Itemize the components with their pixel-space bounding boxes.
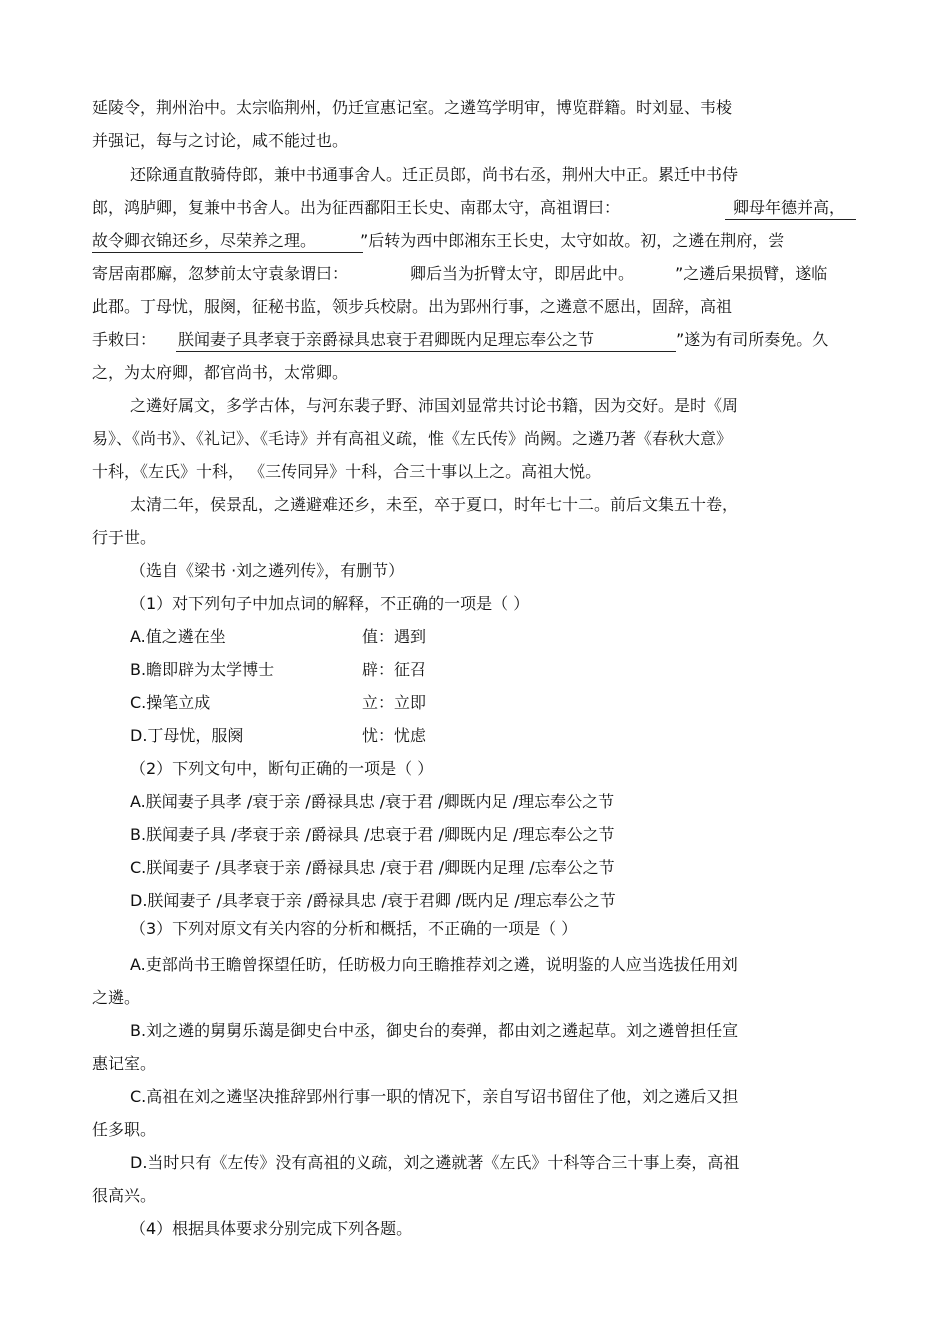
question-stem: （1）对下列句子中加点词的解释，不正确的一项是（ ） <box>130 594 530 613</box>
option-text: B.刘之遴的舅舅乐蔼是御史台中丞，御史台的奏弹，都由刘之遴起草。刘之遴曾担任宣 <box>130 1021 739 1040</box>
passage-line: 延陵令，荆州治中。太宗临荆州，仍迁宣惠记室。之遴笃学明审，博览群籍。时刘显、韦棱 <box>92 98 733 117</box>
option-text: B.朕闻妻子具 /孝衰于亲 /爵禄具 /忠衰于君 /卿既内足 /理忘奉公之节 <box>130 825 615 844</box>
option-text: D.当时只有《左传》没有高祖的义疏，刘之遴就著《左氏》十科等合三十事上奏，高祖 <box>130 1153 740 1172</box>
passage-line: ”后转为西中郎湘东王长史，太守如故。初，之遴在荆府，尝 <box>360 231 785 250</box>
option-gloss: 辟：征召 <box>362 660 427 679</box>
passage-line: 十科，《左氏》十科， 《三传同异》十科，合三十事以上之。高祖大悦。 <box>92 462 602 481</box>
passage-line: 手敕曰： <box>92 330 157 349</box>
question-stem: （4）根据具体要求分别完成下列各题。 <box>130 1219 413 1238</box>
option-text: C.操笔立成 <box>130 693 211 712</box>
passage-line: 还除通直散骑侍郎，兼中书通事舍人。迁正员郎，尚书右丞，荆州大中正。累迁中书侍 <box>130 165 739 184</box>
passage-line: 并强记，每与之讨论，咸不能过也。 <box>92 131 349 150</box>
passage-line: 寄居南郡廨，忽梦前太守袁彖谓曰： <box>92 264 349 283</box>
quote-underline <box>725 219 856 220</box>
passage-line: 易》、《尚书》、《礼记》、《毛诗》并有高祖义疏，惟《左氏传》尚阙。之遴乃著《春秋大意》 <box>92 429 733 448</box>
option-text: 任多职。 <box>92 1120 157 1139</box>
passage-line: 行于世。 <box>92 528 157 547</box>
option-gloss: 立：立即 <box>362 693 427 712</box>
option-text: 惠记室。 <box>92 1054 157 1073</box>
underlined-quote: 卿母年德并高， <box>733 198 846 217</box>
source-citation: （选自《梁书 ·刘之遴列传》，有删节） <box>130 561 405 580</box>
question-stem: （3）下列对原文有关内容的分析和概括，不正确的一项是（ ） <box>130 919 578 938</box>
option-text: D.朕闻妻子 /具孝衰于亲 /爵禄具忠 /衰于君卿 /既内足 /理忘奉公之节 <box>130 891 616 910</box>
passage-line: 之，为太府卿，都官尚书，太常卿。 <box>92 363 349 382</box>
option-text: A.朕闻妻子具孝 /衰于亲 /爵禄具忠 /衰于君 /卿既内足 /理忘奉公之节 <box>130 792 615 811</box>
option-text: B.瞻即辟为太学博士 <box>130 660 275 679</box>
passage-line: 此郡。丁母忧，服阕，征秘书监，领步兵校尉。出为郢州行事，之遴意不愿出，固辞，高祖 <box>92 297 733 316</box>
passage-line: 卿后当为折臂太守，即居此中。 <box>410 264 635 283</box>
passage-line: ”遂为有司所奏免。久 <box>676 330 829 349</box>
option-text: 之遴。 <box>92 988 141 1007</box>
passage-line: 之遴好属文，多学古体，与河东裴子野、沛国刘显常共讨论书籍，因为交好。是时《周 <box>130 396 739 415</box>
question-stem: （2）下列文句中，断句正确的一项是（ ） <box>130 759 434 778</box>
option-text: C.朕闻妻子 /具孝衰于亲 /爵禄具忠 /衰于君 /卿既内足理 /忘奉公之节 <box>130 858 615 877</box>
option-gloss: 忧：忧虑 <box>362 726 427 745</box>
passage-line: 郎，鸿胪卿，复兼中书舍人。出为征西鄱阳王长史、南郡太守，高祖谓曰： <box>92 198 621 217</box>
option-text: A.值之遴在坐 <box>130 627 226 646</box>
option-text: 很高兴。 <box>92 1186 157 1205</box>
passage-line: 太清二年，侯景乱，之遴避难还乡，未至，卒于夏口，时年七十二。前后文集五十卷， <box>130 495 739 514</box>
underlined-quote: 故令卿衣锦还乡，尽荣养之理。 <box>92 231 317 250</box>
quote-underline <box>176 351 676 352</box>
passage-line: ”之遴后果损臂，遂临 <box>675 264 828 283</box>
quote-underline <box>92 252 363 253</box>
option-text: D.丁母忧，服阕 <box>130 726 244 745</box>
underlined-quote: 朕闻妻子具孝衰于亲爵禄具忠衰于君卿既内足理忘奉公之节 <box>178 330 595 349</box>
option-gloss: 值：遇到 <box>362 627 427 646</box>
option-text: A.吏部尚书王瞻曾探望任昉，任昉极力向王瞻推荐刘之遴，说明鉴的人应当选拔任用刘 <box>130 955 738 974</box>
option-text: C.高祖在刘之遴坚决推辞郢州行事一职的情况下，亲自写诏书留住了他，刘之遴后又担 <box>130 1087 739 1106</box>
